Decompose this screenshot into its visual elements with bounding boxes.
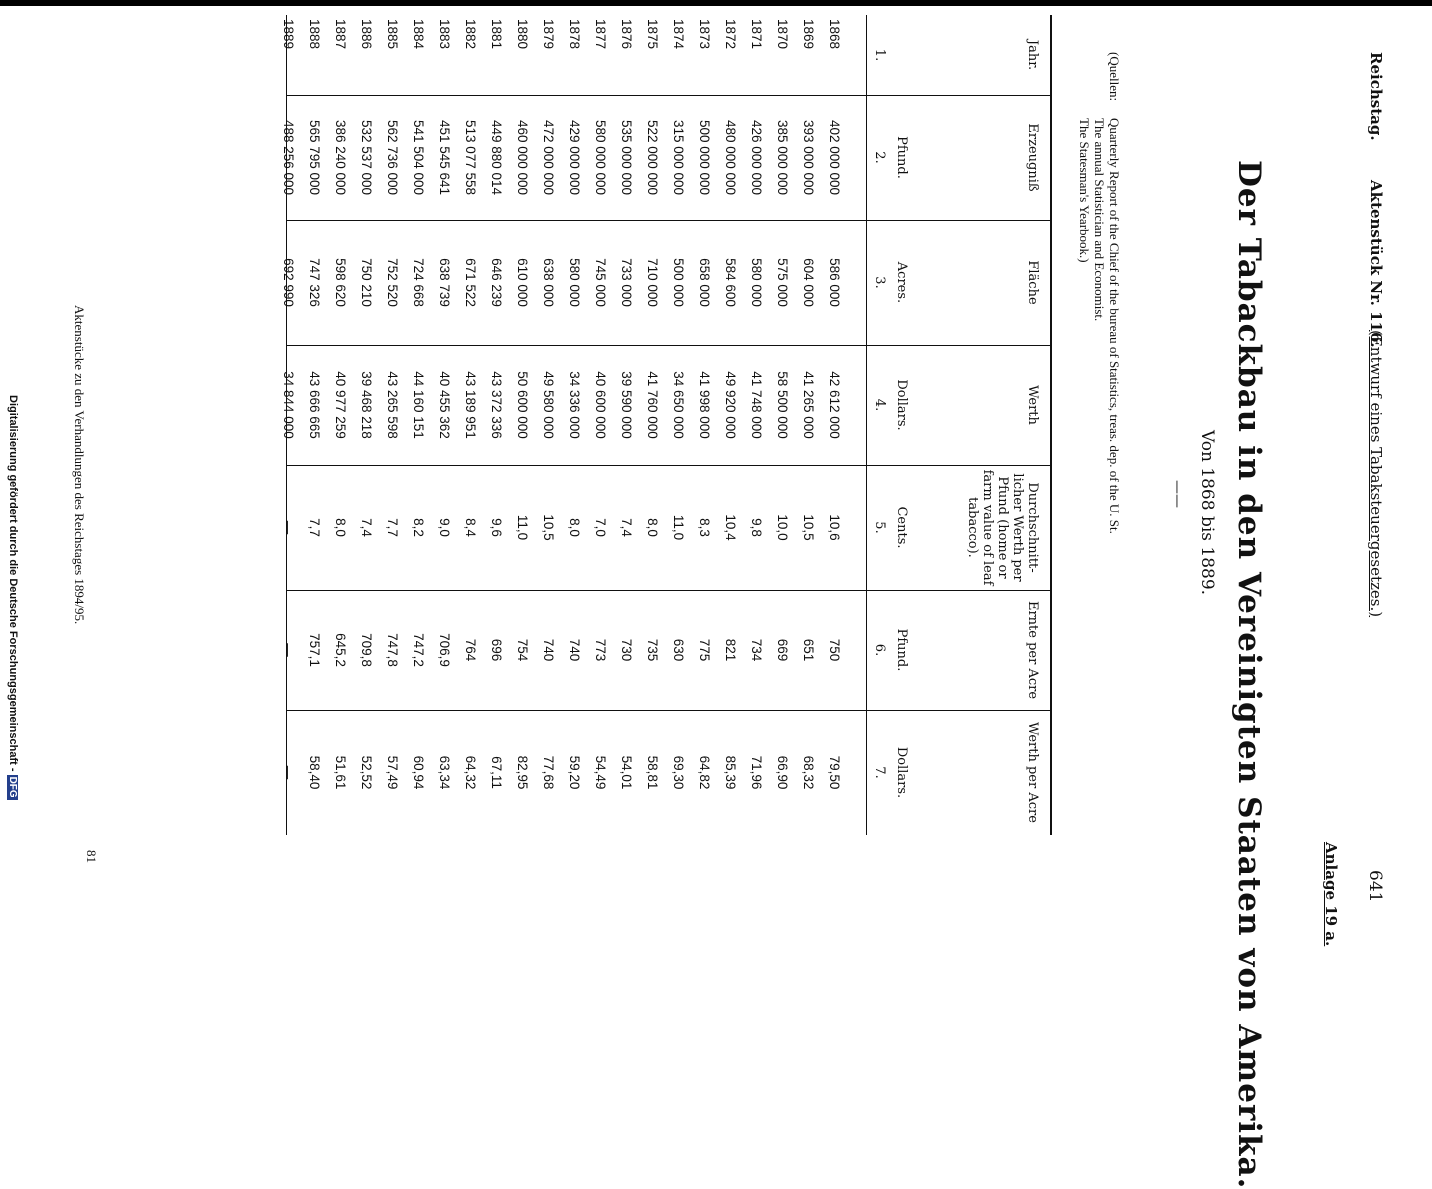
table-cell: 34 336 000 bbox=[567, 371, 582, 439]
table-cell: 740 bbox=[541, 638, 556, 662]
table-cell: 669 bbox=[775, 638, 790, 662]
table-cell: 10,6 bbox=[827, 514, 842, 541]
table-cell: 460 000 000 bbox=[515, 119, 530, 196]
table-cell: 584 600 bbox=[723, 258, 738, 307]
table-cell: — bbox=[281, 765, 296, 780]
table-cell: 750 bbox=[827, 638, 842, 662]
table-cell: 821 bbox=[723, 638, 738, 662]
table-cell: 44 160 151 bbox=[411, 371, 426, 439]
table-cell: 710 000 bbox=[645, 258, 660, 307]
table-cell: 40 977 259 bbox=[333, 371, 348, 439]
table-cell: 50 600 000 bbox=[515, 371, 530, 439]
table-cell: 696 bbox=[489, 638, 504, 662]
sources-label: (Quellen: bbox=[1107, 52, 1122, 102]
table-cell: 386 240 000 bbox=[333, 119, 348, 196]
table-cell: 671 522 bbox=[463, 258, 478, 307]
table-year-cell: 1868 bbox=[827, 19, 842, 50]
table-cell: 638 739 bbox=[437, 258, 452, 307]
dfg-attribution bbox=[7, 395, 19, 800]
table-cell: 580 000 000 bbox=[593, 119, 608, 196]
table-cell: 724 668 bbox=[411, 258, 426, 307]
column-number: 5. bbox=[872, 521, 887, 534]
table-cell: 580 000 bbox=[567, 258, 582, 307]
table-cell: 68,32 bbox=[801, 755, 816, 790]
table-cell: 7,4 bbox=[619, 518, 634, 537]
table-top-rule bbox=[1050, 15, 1052, 835]
table-cell: 488 256 000 bbox=[281, 119, 296, 196]
column-unit: Acres. bbox=[894, 261, 909, 304]
table-cell: 66,90 bbox=[775, 755, 790, 790]
dfg-attribution-text: Digitalisierung gefördert durch die Deutsche Forschungsgemeinschaft - bbox=[7, 395, 19, 772]
table-cell: 85,39 bbox=[723, 755, 738, 790]
table-cell: 54,01 bbox=[619, 755, 634, 790]
table-cell: 7,7 bbox=[307, 518, 322, 537]
table-cell: 522 000 000 bbox=[645, 119, 660, 196]
table-cell: 34 650 000 bbox=[671, 371, 686, 439]
table-cell: 426 000 000 bbox=[749, 119, 764, 196]
annex-label: Anlage 19 a. bbox=[1322, 842, 1340, 947]
table-cell: 745 000 bbox=[593, 258, 608, 307]
column-unit: Pfund. bbox=[894, 136, 909, 179]
header-reichstag: Reichstag. bbox=[1367, 52, 1385, 141]
table-cell: 315 000 000 bbox=[671, 119, 686, 196]
table-cell: 59,20 bbox=[567, 755, 582, 790]
table-cell: 64,82 bbox=[697, 755, 712, 790]
table-cell: 651 bbox=[801, 638, 816, 662]
table-year-cell: 1873 bbox=[697, 19, 712, 50]
table-cell: 9,6 bbox=[489, 518, 504, 537]
table-cell: 532 537 000 bbox=[359, 119, 374, 196]
table-cell: 586 000 bbox=[827, 258, 842, 307]
column-number: 4. bbox=[872, 398, 887, 412]
table-cell: 41 265 000 bbox=[801, 371, 816, 439]
table-cell: 10,5 bbox=[801, 514, 816, 541]
table-cell: 9,8 bbox=[749, 518, 764, 537]
column-number: 3. bbox=[872, 276, 887, 289]
column-number: 6. bbox=[872, 643, 887, 657]
table-cell: 63,34 bbox=[437, 755, 452, 790]
table-year-cell: 1872 bbox=[723, 19, 738, 50]
column-header: Durchschnitt-licher Werth per Pfund (home or farm value of leaf tabacco). bbox=[965, 469, 1040, 586]
table-cell: 692 990 bbox=[281, 258, 296, 307]
table-cell: 752 520 bbox=[385, 258, 400, 307]
table-cell: 747 326 bbox=[307, 258, 322, 307]
footer-source: Aktenstücke zu den Verhandlungen des Reichstages 1894/95. bbox=[72, 305, 87, 625]
table-cell: 7,4 bbox=[359, 518, 374, 537]
table-cell: 598 620 bbox=[333, 258, 348, 307]
table-cell: 7,0 bbox=[593, 518, 608, 537]
sources-line-1: Quarterly Report of the Chief of the bureau of Statistics, treas. dep. of the U. St. bbox=[1107, 118, 1122, 534]
table-cell: — bbox=[281, 520, 296, 535]
header-document-subtitle: (Entwurf eines Tabaksteuergesetzes.) bbox=[1367, 330, 1385, 618]
table-cell: 706,9 bbox=[437, 633, 452, 667]
table-cell: 630 bbox=[671, 638, 686, 662]
table-year-cell: 1874 bbox=[671, 19, 686, 50]
column-header: Erzeugniß bbox=[1025, 123, 1040, 192]
dfg-logo: DFG bbox=[7, 776, 18, 798]
table-cell: 480 000 000 bbox=[723, 119, 738, 196]
table-year-cell: 1882 bbox=[463, 19, 478, 50]
table-cell: 10,4 bbox=[723, 514, 738, 541]
table-cell: 60,94 bbox=[411, 755, 426, 790]
table-header-rule bbox=[866, 15, 867, 835]
table-cell: 52,52 bbox=[359, 755, 374, 790]
table-cell: 34 844 000 bbox=[281, 371, 296, 439]
table-cell: 402 000 000 bbox=[827, 119, 842, 196]
table-cell: 773 bbox=[593, 638, 608, 662]
table-cell: 393 000 000 bbox=[801, 119, 816, 196]
table-year-cell: 1884 bbox=[411, 19, 426, 50]
table-cell: 11,0 bbox=[515, 514, 530, 541]
table-cell: 43 666 665 bbox=[307, 371, 322, 439]
table-cell: 42 612 000 bbox=[827, 371, 842, 439]
table-cell: 513 077 558 bbox=[463, 119, 478, 196]
table-cell: 580 000 bbox=[749, 258, 764, 307]
table-cell: 49 920 000 bbox=[723, 371, 738, 439]
table-cell: 43 189 951 bbox=[463, 371, 478, 439]
table-cell: 734 bbox=[749, 638, 764, 662]
table-year-cell: 1870 bbox=[775, 19, 790, 50]
table-cell: 747,8 bbox=[385, 633, 400, 667]
table-cell: 750 210 bbox=[359, 258, 374, 307]
column-header: Werth bbox=[1025, 385, 1040, 425]
table-cell: 747,2 bbox=[411, 633, 426, 667]
table-cell: 43 265 598 bbox=[385, 371, 400, 439]
table-cell: 764 bbox=[463, 638, 478, 662]
column-number: 1. bbox=[872, 48, 887, 62]
table-cell: 41 748 000 bbox=[749, 371, 764, 439]
table-cell: 754 bbox=[515, 638, 530, 662]
table-cell: 604 000 bbox=[801, 258, 816, 307]
table-cell: 535 000 000 bbox=[619, 119, 634, 196]
table-year-cell: 1877 bbox=[593, 19, 608, 50]
table-cell: 82,95 bbox=[515, 755, 530, 790]
table-cell: 51,61 bbox=[333, 755, 348, 790]
table-cell: 638 000 bbox=[541, 258, 556, 307]
table-cell: 385 000 000 bbox=[775, 119, 790, 196]
table-cell: 658 000 bbox=[697, 258, 712, 307]
table-cell: 8,2 bbox=[411, 518, 426, 537]
table-year-cell: 1879 bbox=[541, 19, 556, 50]
table-cell: 7,7 bbox=[385, 518, 400, 537]
table-cell: 541 504 000 bbox=[411, 119, 426, 196]
table-cell: 54,49 bbox=[593, 755, 608, 790]
table-year-cell: 1878 bbox=[567, 19, 582, 50]
table-cell: 58,81 bbox=[645, 755, 660, 790]
table-year-cell: 1886 bbox=[359, 19, 374, 50]
table-cell: 709,8 bbox=[359, 633, 374, 667]
table-cell: 57,49 bbox=[385, 755, 400, 790]
table-cell: 69,30 bbox=[671, 755, 686, 790]
footer-sheet-number: 81 bbox=[84, 850, 99, 863]
table-cell: 735 bbox=[645, 638, 660, 662]
column-unit: Cents. bbox=[894, 506, 909, 549]
table-cell: 58,40 bbox=[307, 755, 322, 790]
table-cell: 43 372 336 bbox=[489, 371, 504, 439]
column-unit: Dollars. bbox=[894, 379, 909, 431]
table-cell: 8,3 bbox=[697, 518, 712, 537]
title-dash: —— bbox=[1169, 480, 1185, 508]
sources-line-3: The Statesman's Yearbook.) bbox=[1077, 118, 1092, 263]
column-header: Werth per Acre bbox=[1025, 722, 1040, 823]
header-document-number: Aktenstück Nr. 116. bbox=[1367, 180, 1385, 348]
table-cell: 8,0 bbox=[645, 518, 660, 537]
column-header: Ernte per Acre bbox=[1025, 600, 1040, 700]
table-cell: 730 bbox=[619, 638, 634, 662]
page-number: 641 bbox=[1365, 870, 1385, 903]
table-cell: 10,5 bbox=[541, 514, 556, 541]
table-cell: 449 880 014 bbox=[489, 119, 504, 196]
table-cell: 71,96 bbox=[749, 755, 764, 790]
table-cell: 8,0 bbox=[333, 518, 348, 537]
table-cell: 41 998 000 bbox=[697, 371, 712, 439]
column-number: 7. bbox=[872, 766, 887, 779]
table-cell: 40 600 000 bbox=[593, 371, 608, 439]
table-cell: 8,0 bbox=[567, 518, 582, 537]
table-cell: 451 545 641 bbox=[437, 119, 452, 196]
table-cell: 40 455 362 bbox=[437, 371, 452, 439]
table-cell: 775 bbox=[697, 638, 712, 662]
table-cell: 8,4 bbox=[463, 518, 478, 537]
table-year-cell: 1880 bbox=[515, 19, 530, 50]
column-number: 2. bbox=[872, 151, 887, 164]
table-cell: 565 795 000 bbox=[307, 119, 322, 196]
table-cell: 429 000 000 bbox=[567, 119, 582, 196]
table-year-cell: 1885 bbox=[385, 19, 400, 50]
table-cell: 757,1 bbox=[307, 633, 322, 667]
table-cell: 9,0 bbox=[437, 518, 452, 537]
table-year-cell: 1889 bbox=[281, 19, 296, 50]
table-cell: 77,68 bbox=[541, 755, 556, 790]
table-cell: 472 000 000 bbox=[541, 119, 556, 196]
sources-line-2: The annual Statistician and Economist. bbox=[1092, 118, 1107, 322]
table-cell: 41 760 000 bbox=[645, 371, 660, 439]
table-cell: 64,32 bbox=[463, 755, 478, 790]
page-title: Der Tabackbau in den Vereinigten Staaten von Amerika. bbox=[1231, 160, 1267, 1189]
table-year-cell: 1881 bbox=[489, 19, 504, 50]
table-year-cell: 1876 bbox=[619, 19, 634, 50]
column-header: Jahr. bbox=[1025, 39, 1040, 71]
table-cell: 67,11 bbox=[489, 756, 504, 789]
table-cell: 79,50 bbox=[827, 755, 842, 790]
column-header: Fläche bbox=[1025, 260, 1040, 305]
scan-edge-bar bbox=[0, 0, 1432, 6]
table-cell: 646 239 bbox=[489, 258, 504, 307]
table-year-cell: 1888 bbox=[307, 19, 322, 50]
table-cell: 49 580 000 bbox=[541, 371, 556, 439]
table-cell: — bbox=[281, 643, 296, 657]
table-cell: 500 000 bbox=[671, 258, 686, 307]
table-cell: 740 bbox=[567, 638, 582, 662]
table-cell: 733 000 bbox=[619, 258, 634, 307]
table-cell: 39 590 000 bbox=[619, 371, 634, 439]
table-cell: 610 000 bbox=[515, 258, 530, 307]
table-year-cell: 1871 bbox=[749, 19, 764, 50]
table-year-cell: 1887 bbox=[333, 19, 348, 50]
table-cell: 58 500 000 bbox=[775, 371, 790, 439]
table-cell: 11,0 bbox=[671, 514, 686, 541]
table-cell: 500 000 000 bbox=[697, 119, 712, 196]
table-year-cell: 1875 bbox=[645, 19, 660, 50]
table-cell: 645,2 bbox=[333, 633, 348, 667]
table-cell: 575 000 bbox=[775, 258, 790, 307]
table-cell: 10,0 bbox=[775, 514, 790, 541]
table-cell: 39 468 218 bbox=[359, 371, 374, 439]
table-year-cell: 1883 bbox=[437, 19, 452, 50]
column-unit: Pfund. bbox=[894, 628, 909, 672]
column-unit: Dollars. bbox=[894, 746, 909, 799]
table-year-cell: 1869 bbox=[801, 19, 816, 50]
page-subtitle: Von 1868 bis 1889. bbox=[1197, 430, 1217, 596]
table-cell: 562 736 000 bbox=[385, 119, 400, 196]
